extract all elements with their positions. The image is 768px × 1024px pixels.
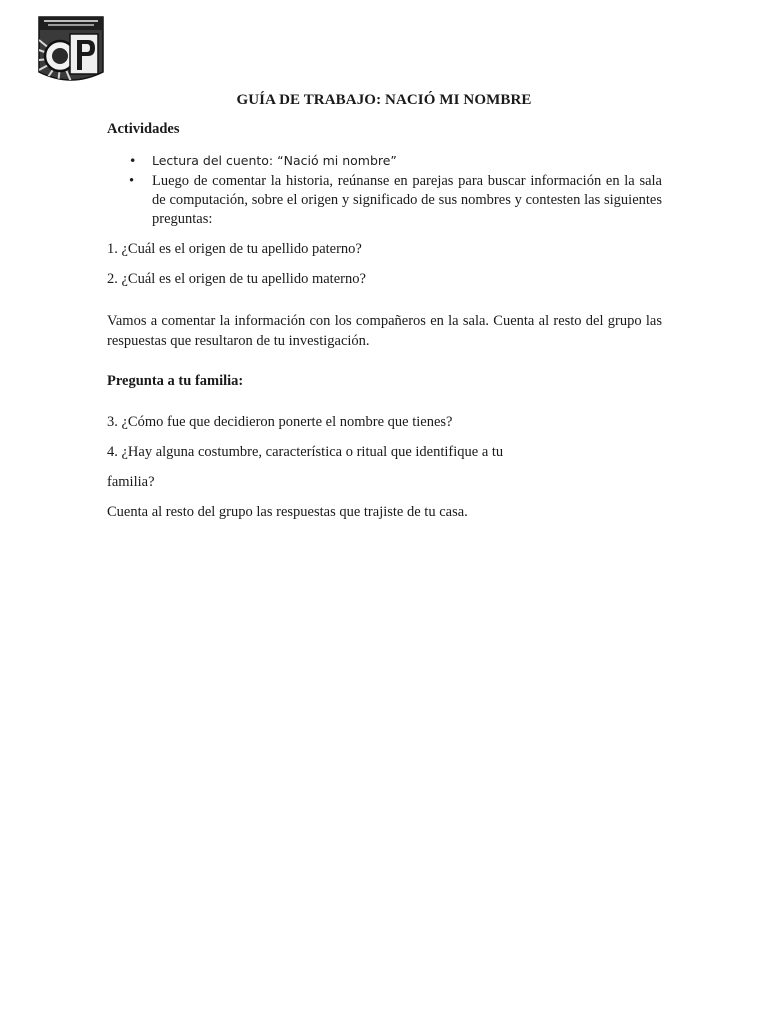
activities-list	[107, 151, 662, 231]
school-logo	[36, 14, 106, 90]
closing-instruction: Cuenta al resto del grupo las respuestas que trajiste de tu casa.	[107, 504, 468, 520]
bullet-icon: •	[129, 153, 137, 168]
shield-icon	[36, 14, 106, 90]
activities-heading: Actividades	[107, 121, 180, 137]
list-item-text: Luego de comentar la historia, reúnanse en parejas para buscar información en la sala de computación, sobre el origen y significado de sus nombres y contesten las siguientes preguntas:	[152, 173, 662, 227]
share-paragraph: Vamos a comentar la información con los compañeros en la sala. Cuenta al resto del grupo las respuestas que resultaron de tu investigación.	[107, 313, 662, 349]
question-4-line-1: 4. ¿Hay alguna costumbre, característica o ritual que identifique a tu	[107, 444, 504, 460]
list-item-text: Lectura del cuento: “Nació mi nombre”	[152, 153, 397, 168]
page-title: GUÍA DE TRABAJO: NACIÓ MI NOMBRE	[236, 92, 532, 108]
list-item	[107, 151, 662, 170]
bullet-icon: •	[129, 173, 135, 189]
question-3: 3. ¿Cómo fue que decidieron ponerte el nombre que tienes?	[107, 414, 453, 430]
question-4-line-2: familia?	[107, 474, 155, 490]
question-2: 2. ¿Cuál es el origen de tu apellido materno?	[107, 271, 366, 287]
question-1: 1. ¿Cuál es el origen de tu apellido paterno?	[107, 241, 362, 257]
family-heading: Pregunta a tu familia:	[107, 373, 244, 389]
list-item	[107, 172, 662, 229]
